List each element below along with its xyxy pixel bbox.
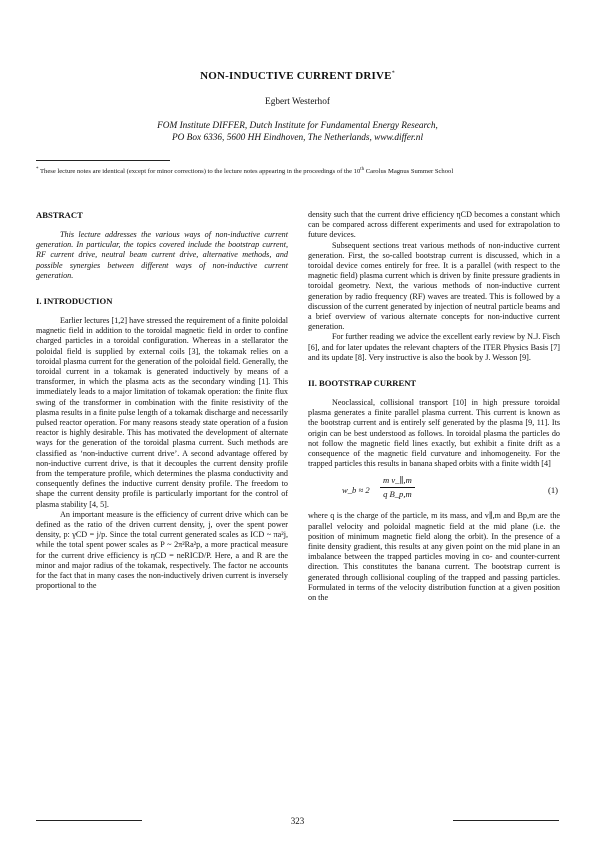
affiliation-line-2: PO Box 6336, 5600 HH Eindhoven, The Netherlands, www.differ.nl: [171, 133, 424, 143]
affiliation-line-1: FOM Institute DIFFER, Dutch Institute for Fundamental Energy Research,: [157, 121, 438, 131]
right-column: [308, 210, 560, 603]
equation-1: [308, 473, 560, 509]
footnote-rule: [36, 160, 170, 161]
bootstrap-paragraph-2: where q is the charge of the particle, m its mass, and v∥,m and Bp,m are the parallel velocity and poloidal magnetic field at the mid plane (i.e. the position of minimum magnetic field along the orbit). In the presence of a finite density gradient, this results at any given point on the mid plane in an imbalance between the trapped particles moving in co- and counter-current direction. This constitutes the banana current. The bootstrap current is generated through collisional coupling of the trapped and passing particles. Formulated in terms of the velocity distribution function at a given position on the: [308, 511, 560, 603]
sections-overview-paragraph: Subsequent sections treat various methods of non-inductive current generation. First, the so-called bootstrap current is discussed, which in a toroidal device comes entirely for free. It is a parallel (with respect to the magnetic field) plasma current which is driven by finite pressure gradients in toroidal geometry. Next, the various methods of non-inductive current generation by radio frequency (RF) waves are treated. This is followed by a discussion of the current generated by injection of neutral particle beams and a brief overview of various alternate concepts for non-inductive current generation.: [308, 240, 560, 332]
introduction-heading: I. INTRODUCTION: [36, 296, 113, 307]
bootstrap-heading: II. BOOTSTRAP CURRENT: [308, 378, 417, 389]
abstract-text: This lecture addresses the various ways of non-inductive current generation. In particular, the topics covered include the bootstrap current, RF current drive, neutral beam current drive, alternative methods, and possible synergies between different ways of non-inductive current generation.: [36, 230, 288, 280]
equation-numerator: m v_∥,m: [380, 475, 415, 487]
paper-title: NON-INDUCTIVE CURRENT DRIVE*: [200, 70, 395, 82]
title-footnote-mark: *: [391, 70, 395, 77]
page-number: 323: [290, 816, 305, 826]
continued-paragraph: density such that the current drive efficiency ηCD becomes a constant which can be compared across different experiments and used for extrapolation to future devices.: [308, 210, 560, 240]
footnote: * These lecture notes are identical (except for minor corrections) to the lecture notes appearing in the proceedings of the 10th Carolus Magnus Summer School: [36, 167, 454, 176]
equation-denominator: q B_p,m: [383, 488, 412, 499]
bootstrap-paragraph-1: Neoclassical, collisional transport [10] in high pressure toroidal plasma generates a finite parallel plasma current. This current is known as the bootstrap current and is entirely self generated by the plasma [9, 11]. Its origin can be best understood as follows. In toroidal plasma the particles do not follow the magnetic field lines exactly, but exhibit a finite drift as a consequence of the magnetic field curvature and inhomogeneity. For the trapped particles this results in banana shaped orbits with a finite width [4]: [308, 398, 560, 469]
equation-fraction: [380, 475, 415, 498]
author-name: Egbert Westerhof: [265, 97, 330, 107]
equation-number: (1): [547, 485, 558, 496]
equation-lhs: w_b ≈ 2: [342, 485, 370, 496]
left-column: [36, 210, 288, 592]
introduction-paragraph-2: An important measure is the efficiency of current drive which can be defined as the ratio of the driven current density, j, over the spent power density, p: γCD = j/p. Since the total current generated scales as ICD ~ πa²j, while the total spent power scales as P ~ 2π²Ra²p, a more practical measure for the current drive efficiency is ηCD = neRICD/P. Here, a and R are the minor and major radius of the tokamak, respectively. The factor ne accounts for the fact that in many cases the non-inductively driven current is inversely proportional to the: [36, 509, 288, 591]
introduction-paragraph-1: Earlier lectures [1,2] have stressed the requirement of a finite poloidal magnetic field in addition to the toroidal magnetic field in order to confine charged particles in a toroidal configuration. Whereas in a stellarator the poloidal field is supplied by external coils [3], the tokamak relies on a toroidal plasma current for the generation of the poloidal field. Generally, the toroidal current in a tokamak is generated inductively by means of a transformer, in which the plasma acts as the secondary winding [1]. This immediately leads to a major limitation of tokamak operation: the finite flux swing of the transformer in combination with the finite resistivity of the plasma results in a finite pulse length of a tokamak discharge and necessarily pulsed reactor operation. For many reasons steady state operation of a fusion reactor is highly desirable. This has motivated the development of alternate ways for the generation of the toroidal plasma current. Such methods are classified as ‘non-inductive current drive’. A second advantage offered by non-inductive current drive, is that it decouples the current density profile from the temperature profile, which determines the plasma conductivity and consequently defines the inductive current density profile. The freedom to shape the current density profile is particularly important for the control of plasma stability [4, 5].: [36, 316, 288, 509]
affiliation: [0, 120, 595, 144]
further-reading-paragraph: For further reading we advice the excellent early review by N.J. Fisch [6], and for later updates the relevant chapters of the ITER Physics Basis [7] and its update [8]. Very instructive is also the book by J. Wesson [9].: [308, 332, 560, 362]
abstract-heading: ABSTRACT: [36, 210, 83, 220]
